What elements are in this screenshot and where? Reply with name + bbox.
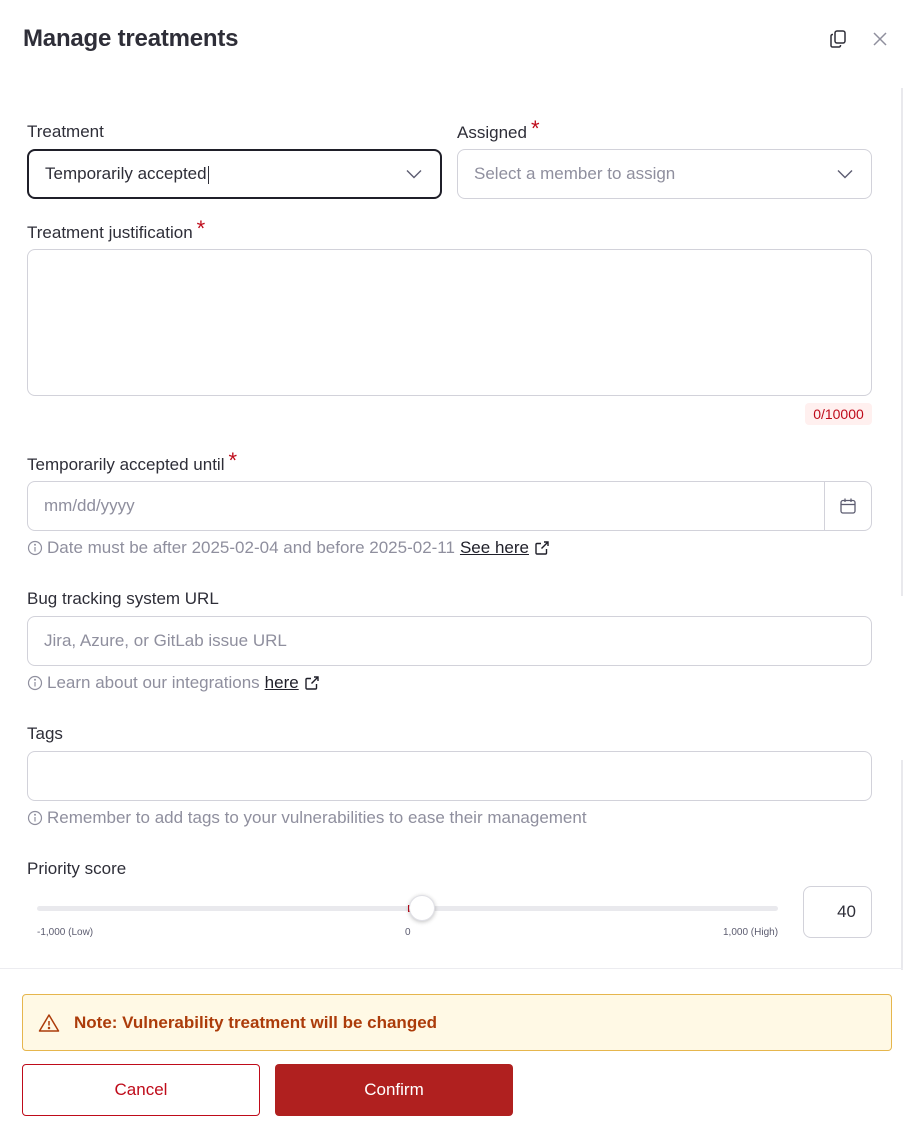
integrations-hint	[27, 673, 320, 693]
date-input[interactable]	[27, 481, 872, 531]
bug-tracking-placeholder: Jira, Azure, or GitLab issue URL	[44, 631, 287, 650]
slider-min-label: -1,000 (Low)	[37, 927, 94, 938]
priority-score-value: 40	[837, 902, 856, 921]
treatment-select-value	[45, 164, 209, 184]
accepted-until-label-text: Temporarily accepted until	[27, 455, 225, 474]
treatment-select[interactable]	[27, 149, 442, 199]
cancel-button[interactable]: Cancel	[22, 1064, 260, 1116]
copy-icon[interactable]	[827, 28, 849, 50]
treatment-value-text: Temporarily accepted	[45, 164, 207, 183]
tags-label: Tags	[27, 724, 63, 743]
calendar-icon[interactable]	[839, 497, 857, 515]
modal-header	[0, 0, 903, 80]
assigned-label-text: Assigned	[457, 123, 527, 142]
justification-textarea[interactable]	[27, 249, 872, 396]
external-link-icon[interactable]	[304, 675, 320, 691]
required-mark: *	[228, 448, 238, 473]
date-hint	[27, 538, 550, 558]
date-divider	[824, 482, 825, 530]
close-icon[interactable]	[869, 28, 891, 50]
slider-max-label: 1,000 (High)	[723, 927, 779, 938]
accepted-until-label	[27, 450, 237, 476]
external-link-icon[interactable]	[534, 540, 550, 556]
warning-note-text: Note: Vulnerability treatment will be changed	[74, 1012, 438, 1032]
date-hint-text: Date must be after 2025-02-04 and before 2025-02-11	[47, 538, 455, 557]
slider-mid-label: 0	[405, 927, 411, 938]
required-mark: *	[530, 116, 540, 141]
see-here-link[interactable]: See here	[459, 538, 529, 557]
chevron-down-icon	[406, 169, 422, 179]
justification-label	[27, 218, 205, 244]
assigned-label	[457, 118, 540, 144]
treatment-label	[27, 122, 104, 142]
tags-hint	[27, 808, 587, 828]
confirm-button[interactable]: Confirm	[275, 1064, 513, 1116]
treatment-label-text: Treatment	[27, 122, 104, 141]
required-mark: *	[196, 216, 206, 241]
chevron-down-icon	[837, 169, 853, 179]
info-icon	[27, 810, 43, 826]
tags-input[interactable]	[27, 751, 872, 801]
assigned-select[interactable]	[457, 149, 872, 199]
integrations-link[interactable]: here	[264, 673, 299, 692]
warning-icon	[38, 1013, 60, 1033]
integrations-hint-text: Learn about our integrations	[47, 673, 260, 692]
warning-note	[22, 994, 892, 1051]
bug-tracking-url-input[interactable]	[27, 616, 872, 666]
info-icon	[27, 675, 43, 691]
priority-score-label: Priority score	[27, 859, 127, 878]
assigned-placeholder: Select a member to assign	[474, 164, 676, 183]
text-caret	[208, 166, 209, 184]
tags-hint-text: Remember to add tags to your vulnerabilities to ease their management	[47, 808, 587, 827]
modal-title: Manage treatments	[23, 25, 239, 52]
priority-score-input[interactable]	[803, 886, 872, 938]
date-placeholder: mm/dd/yyyy	[44, 496, 135, 515]
priority-slider-thumb[interactable]	[409, 895, 435, 921]
info-icon	[27, 540, 43, 556]
character-counter: 0/10000	[805, 403, 872, 425]
justification-label-text: Treatment justification	[27, 223, 193, 242]
bug-tracking-label: Bug tracking system URL	[27, 589, 219, 608]
footer-divider	[0, 968, 903, 969]
